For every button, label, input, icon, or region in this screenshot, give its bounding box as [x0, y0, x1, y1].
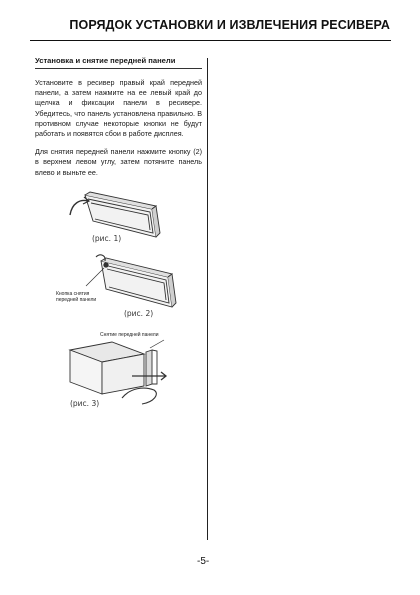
figure-3-label: Снятие передней панели	[100, 332, 159, 338]
figure-2-illustration	[56, 253, 186, 321]
section-heading-rule	[35, 68, 202, 69]
figure-2	[56, 253, 186, 321]
page-title: ПОРЯДОК УСТАНОВКИ И ИЗВЛЕЧЕНИЯ РЕСИВЕРА	[69, 18, 390, 32]
figure-2-label-line2: передней панели	[56, 297, 97, 303]
column-divider	[207, 58, 208, 540]
figure-1-illustration	[60, 185, 170, 255]
page-number: -5-	[197, 556, 210, 567]
figure-2-label-line1: Кнопка снятия	[56, 291, 90, 297]
section-heading: Установка и снятие передней панели	[35, 56, 176, 65]
figure-3	[62, 328, 187, 412]
left-column	[35, 56, 202, 186]
paragraph-install: Установите в ресивер правый край передней панели, а затем нажмите на ее левый край до щелчка и фиксации панели в ресивере. Убедитесь, что панель установлена правильно. В противном случае некоторые кнопки не будут работать и появятся сбои в работе дисплея.	[35, 78, 202, 139]
figure-1-caption: (рис. 1)	[92, 234, 122, 243]
title-rule	[30, 40, 391, 41]
figure-2-caption: (рис. 2)	[124, 309, 154, 318]
figure-1	[60, 185, 170, 255]
paragraph-remove: Для снятия передней панели нажмите кнопку (2) в верхнем левом углу, затем потяните панель влево и выньте ее.	[35, 147, 202, 177]
figure-3-caption: (рис. 3)	[70, 399, 100, 408]
